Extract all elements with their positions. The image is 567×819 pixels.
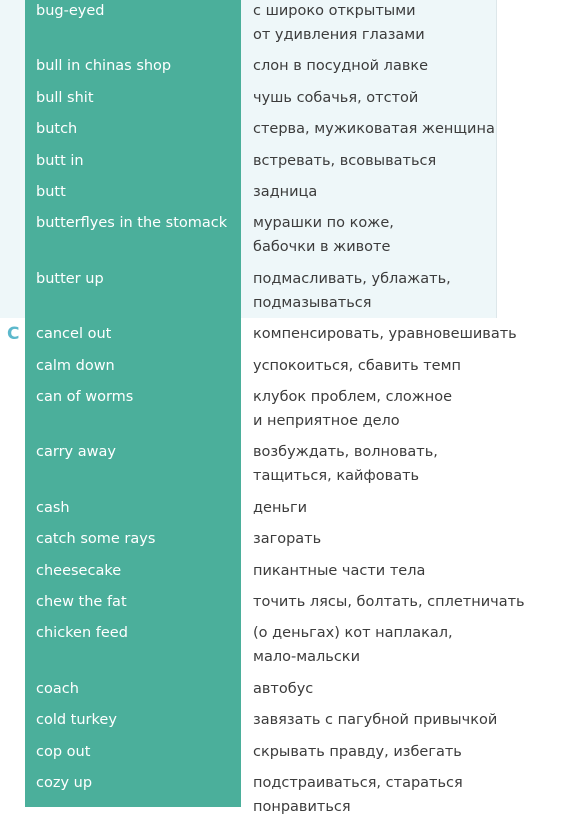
english-phrase: bull in chinas shop bbox=[36, 58, 172, 75]
english-phrase: carry away bbox=[36, 444, 116, 461]
english-phrase: calm down bbox=[36, 357, 115, 374]
english-phrase: bug-eyed bbox=[36, 3, 105, 19]
russian-translation-line: тащиться, кайфовать bbox=[253, 468, 420, 485]
russian-translation-line: мурашки по коже, bbox=[253, 215, 394, 232]
russian-translation-line: успокоиться, сбавить темп bbox=[253, 357, 462, 374]
russian-translation-line: автобус bbox=[253, 680, 314, 697]
english-phrase: chew the fat bbox=[36, 594, 127, 610]
russian-translation-line: загорать bbox=[253, 531, 322, 548]
russian-translation-line: мало-мальски bbox=[253, 649, 360, 666]
english-phrase: butt bbox=[36, 184, 66, 200]
russian-translation-line: клубок проблем, сложное bbox=[253, 389, 453, 405]
russian-translation-line: чушь собачья, отстой bbox=[253, 89, 419, 106]
section-letter: C bbox=[7, 324, 20, 345]
english-phrase: coach bbox=[36, 680, 79, 697]
english-phrase: butt in bbox=[36, 152, 84, 169]
russian-translation-line: и неприятное дело bbox=[253, 413, 400, 429]
english-phrase: cancel out bbox=[36, 326, 112, 343]
russian-translation-line: слон в посудной лавке bbox=[253, 58, 429, 75]
english-phrase: butch bbox=[36, 121, 78, 138]
english-phrase: cop out bbox=[36, 743, 91, 760]
russian-translation-line: понравиться bbox=[253, 799, 351, 815]
english-phrase: cash bbox=[36, 499, 70, 516]
english-phrase: cozy up bbox=[36, 775, 93, 791]
english-phrase: cold turkey bbox=[36, 712, 117, 729]
russian-translation-line: пикантные части тела bbox=[253, 562, 426, 579]
english-phrase: butter up bbox=[36, 270, 104, 287]
russian-translation-line: задница bbox=[253, 184, 318, 200]
russian-translation-line: деньги bbox=[253, 499, 308, 516]
russian-translation-line: стерва, мужиковатая женщина bbox=[253, 121, 495, 138]
english-phrase: butterflyes in the stomack bbox=[36, 215, 228, 232]
russian-translation-line: с широко открытыми bbox=[253, 3, 416, 19]
russian-translation-line: подмасливать, ублажать, bbox=[253, 270, 451, 287]
russian-translation-line: компенсировать, уравновешивать bbox=[253, 326, 517, 343]
russian-translation-line: от удивления глазами bbox=[253, 27, 425, 43]
russian-translation-line: встревать, всовываться bbox=[253, 152, 437, 169]
english-phrase: can of worms bbox=[36, 389, 134, 405]
russian-translation-line: скрывать правду, избегать bbox=[253, 743, 462, 760]
russian-translation-line: подстраиваться, стараться bbox=[253, 775, 463, 791]
russian-translation-line: подмазываться bbox=[253, 294, 372, 311]
english-phrase: bull shit bbox=[36, 89, 94, 106]
russian-translation-line: возбуждать, волновать, bbox=[253, 444, 438, 461]
russian-translation-line: (о деньгах) кот наплакал, bbox=[253, 625, 453, 642]
english-phrase: catch some rays bbox=[36, 531, 156, 548]
english-phrase: chicken feed bbox=[36, 625, 128, 642]
russian-translation-line: бабочки в животе bbox=[253, 239, 391, 256]
russian-translation-line: завязать с пагубной привычкой bbox=[253, 712, 498, 729]
english-phrase: cheesecake bbox=[36, 562, 122, 579]
russian-translation-line: точить лясы, болтать, сплетничать bbox=[253, 594, 525, 610]
